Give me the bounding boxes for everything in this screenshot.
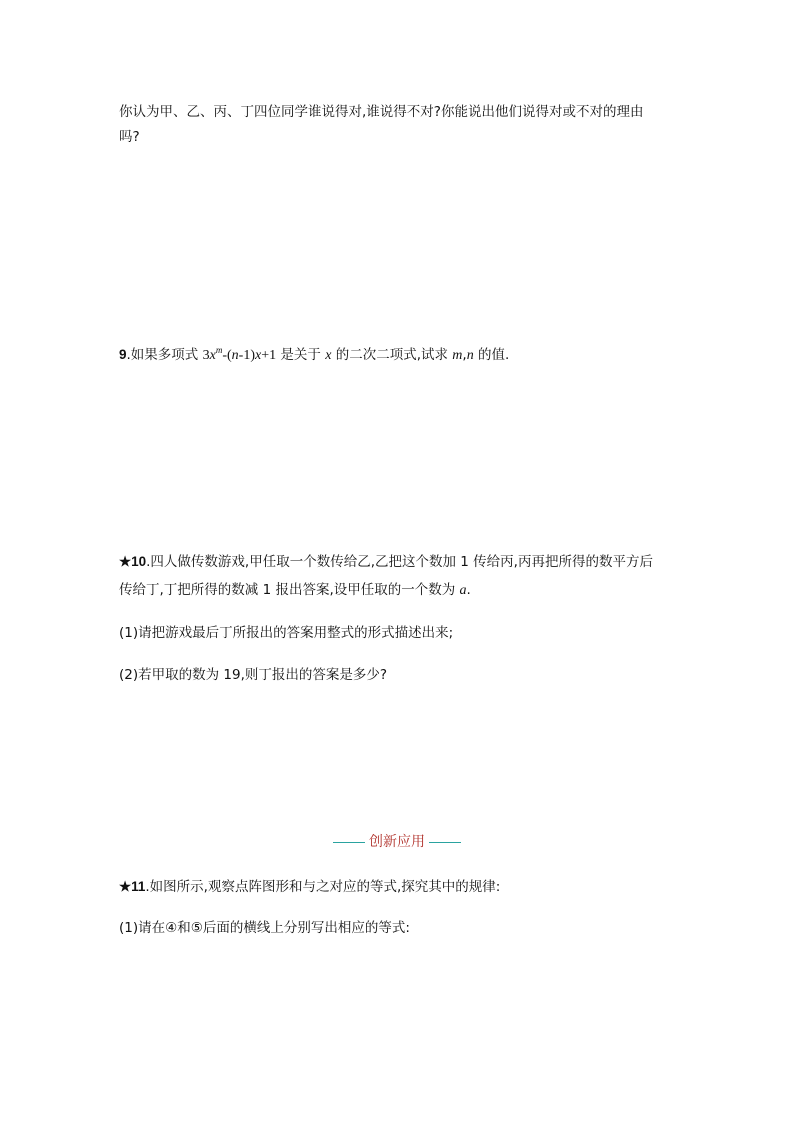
question-9-plus-one: +1 — [261, 348, 277, 363]
question-10-var-a: a — [459, 583, 467, 598]
question-10-number: ★10 — [119, 554, 147, 569]
question-9-minus-one: -1) — [238, 348, 255, 363]
question-9-number: 9 — [119, 347, 127, 362]
question-11-line-1 — [119, 878, 500, 896]
question-9-var-x-2: x — [254, 348, 262, 363]
section-title-text: 创新应用 — [369, 834, 425, 850]
question-10-part-1-text: (1)请把游戏最后丁所报出的答案用整式的形式描述出来; — [119, 625, 454, 641]
question-10-part-2-text: (2)若甲取的数为 19,则丁报出的答案是多少? — [119, 667, 388, 683]
question-9-text-a: .如果多项式 — [126, 347, 203, 363]
question-9-var-n: n — [231, 348, 239, 363]
question-11-number: ★11 — [119, 879, 146, 894]
question-9-var-n-2: n — [466, 348, 474, 363]
question-9 — [119, 341, 509, 365]
intro-question-line-1 — [119, 103, 643, 121]
question-10-line-2 — [119, 581, 471, 600]
section-dash-left — [333, 842, 365, 843]
intro-text-1: 你认为甲、乙、丙、丁四位同学谁说得对,谁说得不对?你能说出他们说得对或不对的理由 — [119, 104, 644, 120]
question-9-text-c: 的二次二项式,试求 — [331, 347, 453, 363]
question-9-var-x-3: x — [325, 348, 332, 363]
question-11-part-1-text: (1)请在④和⑤后面的横线上分别写出相应的等式: — [119, 920, 410, 936]
question-9-exp-m: m — [215, 345, 223, 355]
question-9-text-b: 是关于 — [276, 347, 326, 363]
question-9-var-m: m — [452, 348, 463, 363]
question-9-text-d: 的值. — [473, 347, 510, 363]
question-11-text-1: .如图所示,观察点阵图形和与之对应的等式,探究其中的规律: — [145, 879, 501, 895]
question-10-period: . — [466, 582, 471, 598]
question-9-coef: 3 — [202, 348, 210, 363]
section-heading — [0, 833, 794, 851]
section-dash-right — [429, 842, 461, 843]
question-11-part-1 — [119, 919, 410, 937]
question-9-var-x: x — [209, 348, 216, 363]
question-10-part-1 — [119, 624, 453, 642]
question-10-line-1 — [119, 553, 653, 571]
question-9-minus-paren: -( — [222, 348, 232, 363]
intro-question-line-2 — [119, 128, 140, 146]
intro-text-2: 吗? — [119, 129, 140, 145]
question-10-text-1: .四人做传数游戏,甲任取一个数传给乙,乙把这个数加 1 传给丙,丙再把所得的数平方后 — [146, 554, 653, 570]
question-9-comma: , — [462, 347, 467, 363]
question-10-part-2 — [119, 666, 387, 684]
question-10-text-2: 传给丁,丁把所得的数减 1 报出答案,设甲任取的一个数为 — [119, 582, 460, 598]
